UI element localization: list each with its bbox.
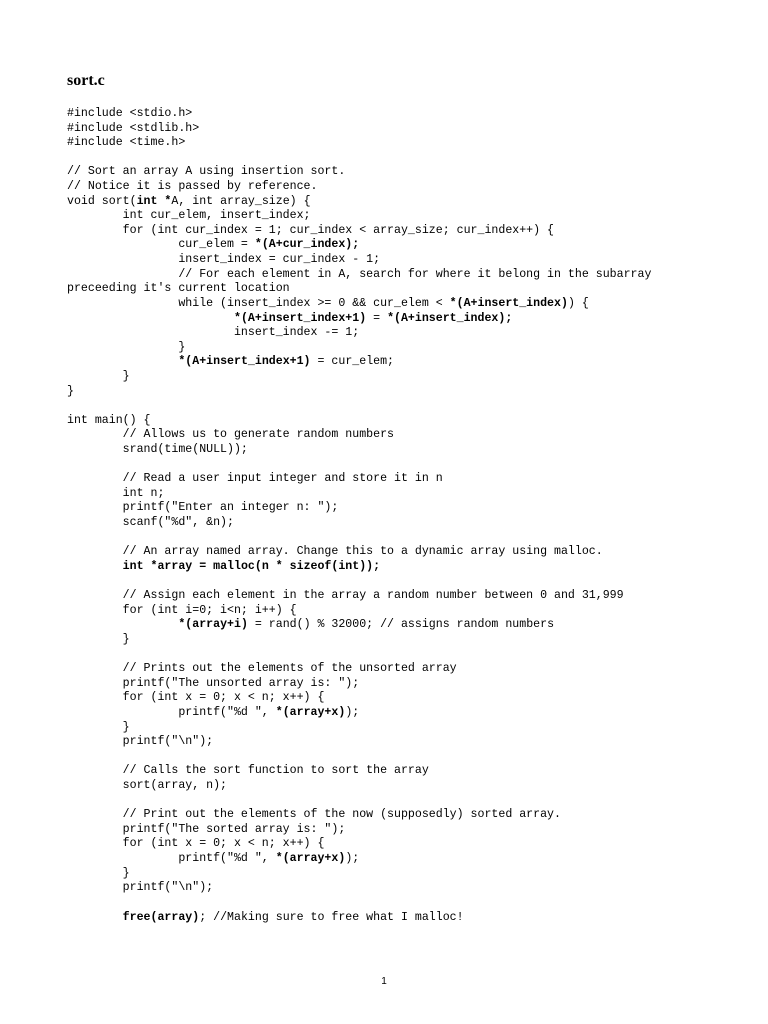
code-line: [67, 618, 747, 633]
code-line: [67, 472, 747, 487]
code-segment: printf("%d ",: [67, 852, 276, 866]
code-segment: // For each element in A, search for where it belong in the subarray: [67, 267, 652, 281]
code-line: [67, 370, 747, 385]
code-line: [67, 691, 747, 706]
code-bold-segment: *(A+insert_index+1): [233, 311, 367, 325]
code-bold-segment: *(A+cur_index);: [254, 238, 360, 252]
code-line: [67, 735, 747, 750]
code-bold-segment: *(A+insert_index): [449, 296, 568, 310]
code-segment: int n;: [67, 486, 165, 500]
code-line: [67, 399, 747, 414]
code-segment: [67, 911, 123, 924]
code-segment: printf("%d ",: [67, 705, 276, 719]
code-segment: ) {: [567, 296, 589, 310]
code-bold-segment: *(A+insert_index);: [387, 311, 513, 325]
code-line: [67, 165, 747, 180]
code-bold-segment: int *: [136, 194, 172, 208]
code-segment: printf("\n");: [67, 881, 214, 895]
code-segment: // Assign each element in the array a random number between 0 and 31,999: [67, 589, 624, 603]
code-line: [67, 180, 747, 195]
code-line: [67, 633, 747, 648]
code-line: [67, 589, 747, 604]
code-line: [67, 823, 747, 838]
code-line: [67, 414, 747, 429]
code-segment: printf("\n");: [67, 735, 214, 749]
code-line: [67, 648, 747, 663]
code-segment: [67, 312, 234, 325]
code-line: [67, 297, 747, 312]
code-line: [67, 808, 747, 823]
code-line: [67, 575, 747, 590]
code-segment: srand(time(NULL));: [67, 443, 248, 457]
code-line: [67, 136, 747, 151]
code-segment: [67, 618, 178, 631]
code-bold-segment: *(array+x): [275, 852, 346, 866]
code-segment: // Notice it is passed by reference.: [67, 180, 318, 194]
code-segment: // Print out the elements of the now (supposedly) sorted array.: [67, 808, 561, 822]
code-segment: // Sort an array A using insertion sort.: [67, 165, 346, 179]
code-line: [67, 881, 747, 896]
code-line: [67, 764, 747, 779]
code-line: [67, 341, 747, 356]
code-line: [67, 677, 747, 692]
code-segment: void sort(: [67, 194, 137, 208]
code-bold-segment: *(array+i): [178, 618, 248, 632]
code-segment: }: [67, 632, 130, 646]
code-segment: for (int i=0; i<n; i++) {: [67, 603, 297, 617]
code-line: [67, 238, 747, 253]
code-segment: // Allows us to generate random numbers: [67, 428, 394, 442]
code-line: [67, 151, 747, 166]
code-segment: #include <stdlib.h>: [67, 121, 200, 135]
code-line: [67, 706, 747, 721]
code-segment: printf("Enter an integer n: ");: [67, 501, 339, 515]
code-line: [67, 195, 747, 210]
code-line: [67, 282, 747, 297]
code-segment: int main() {: [67, 413, 151, 427]
code-line: [67, 312, 747, 327]
code-segment: );: [345, 705, 360, 719]
code-line: [67, 867, 747, 882]
code-segment: A, int array_size) {: [171, 194, 311, 208]
code-line: [67, 896, 747, 911]
code-line: [67, 501, 747, 516]
code-segment: insert_index -= 1;: [67, 326, 360, 340]
code-segment: // Read a user input integer and store it in n: [67, 472, 443, 486]
code-line: [67, 721, 747, 736]
code-segment: [67, 355, 178, 368]
code-segment: #include <stdio.h>: [67, 107, 193, 120]
code-line: [67, 443, 747, 458]
code-line: [67, 794, 747, 809]
code-line: [67, 545, 747, 560]
code-line: [67, 107, 747, 122]
code-line: [67, 516, 747, 531]
code-line: [67, 531, 747, 546]
code-segment: // Calls the sort function to sort the array: [67, 764, 429, 778]
code-segment: =: [366, 311, 388, 325]
code-segment: cur_elem =: [67, 238, 255, 252]
code-segment: preceeding it's current location: [67, 282, 290, 296]
code-segment: );: [345, 852, 360, 866]
code-line: [67, 487, 747, 502]
code-line: [67, 268, 747, 283]
document-title: sort.c: [67, 72, 105, 89]
code-line: [67, 662, 747, 677]
code-segment: }: [67, 720, 130, 734]
code-line: [67, 779, 747, 794]
code-line: [67, 224, 747, 239]
code-segment: #include <time.h>: [67, 136, 186, 150]
code-line: [67, 560, 747, 575]
code-line: [67, 355, 747, 370]
code-line: [67, 385, 747, 400]
code-segment: }: [67, 866, 130, 880]
code-line: [67, 253, 747, 268]
code-segment: for (int x = 0; x < n; x++) {: [67, 837, 325, 851]
code-block: [67, 107, 747, 925]
code-line: [67, 326, 747, 341]
code-segment: for (int cur_index = 1; cur_index < array_size; cur_index++) {: [67, 223, 555, 237]
code-line: [67, 458, 747, 473]
code-segment: sort(array, n);: [67, 779, 228, 793]
code-line: [67, 604, 747, 619]
code-bold-segment: *(array+x): [275, 705, 346, 719]
code-bold-segment: *(A+insert_index+1): [178, 355, 311, 369]
code-bold-segment: free(array): [122, 910, 200, 924]
code-segment: for (int x = 0; x < n; x++) {: [67, 691, 325, 705]
page-number: 1: [381, 976, 387, 987]
code-segment: while (insert_index >= 0 && cur_elem <: [67, 296, 450, 310]
code-line: [67, 911, 747, 926]
code-segment: printf("The unsorted array is: ");: [67, 676, 360, 690]
code-segment: ; //Making sure to free what I malloc!: [199, 910, 464, 924]
code-segment: // An array named array. Change this to a dynamic array using malloc.: [67, 545, 603, 559]
code-segment: }: [67, 369, 130, 383]
code-segment: int cur_elem, insert_index;: [67, 209, 311, 223]
code-line: [67, 837, 747, 852]
code-line: [67, 209, 747, 224]
code-bold-segment: int *array = malloc(n * sizeof(int));: [122, 559, 381, 573]
code-segment: printf("The sorted array is: ");: [67, 822, 346, 836]
code-segment: = cur_elem;: [310, 355, 395, 369]
code-segment: insert_index = cur_index - 1;: [67, 253, 381, 267]
code-segment: scanf("%d", &n);: [67, 516, 234, 530]
code-segment: = rand() % 32000; // assigns random numbers: [247, 618, 555, 632]
code-line: [67, 852, 747, 867]
code-line: [67, 428, 747, 443]
code-line: [67, 122, 747, 137]
code-segment: }: [67, 384, 74, 398]
code-segment: [67, 560, 123, 573]
code-line: [67, 750, 747, 765]
code-segment: }: [67, 340, 186, 354]
code-segment: // Prints out the elements of the unsorted array: [67, 662, 457, 676]
